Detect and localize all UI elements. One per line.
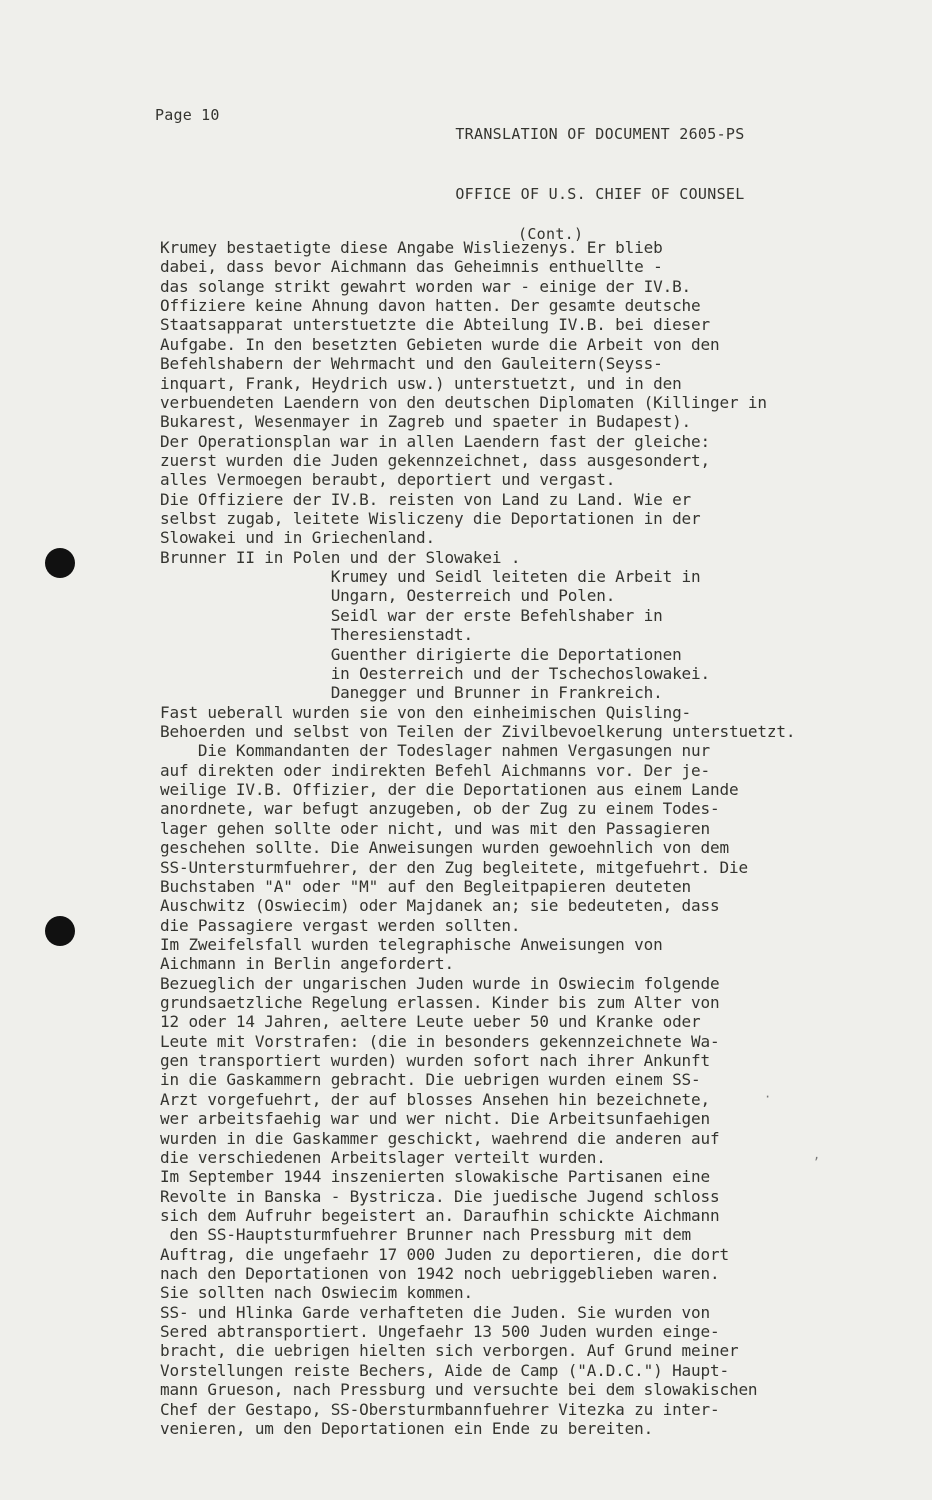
body-line: lager gehen sollte oder nicht, und was mit den Passagieren: [160, 818, 711, 838]
body-line: Aichmann in Berlin angefordert.: [160, 954, 454, 974]
body-line: Brunner II in Polen und der Slowakei .: [160, 547, 521, 567]
body-line: Ungarn, Oesterreich und Polen.: [160, 586, 616, 606]
body-line: Offiziere keine Ahnung davon hatten. Der gesamte deutsche: [160, 296, 701, 316]
body-line: 12 oder 14 Jahren, aeltere Leute ueber 50 und Kranke oder: [160, 1012, 701, 1032]
body-line: Seidl war der erste Befehlshaber in: [160, 605, 663, 625]
body-line: venieren, um den Deportationen ein Ende zu bereiten.: [160, 1418, 654, 1438]
document-body: [160, 238, 860, 1438]
body-line: inquart, Frank, Heydrich usw.) unterstuetzt, und in den: [160, 373, 682, 393]
body-line: mann Grueson, nach Pressburg und versuchte bei dem slowakischen: [160, 1380, 758, 1400]
body-line: verbuendeten Laendern von den deutschen Diplomaten (Killinger in: [160, 392, 767, 412]
body-line: Aufgabe. In den besetzten Gebieten wurde die Arbeit von den: [160, 334, 720, 354]
body-line: nach den Deportationen von 1942 noch uebriggeblieben waren.: [160, 1264, 720, 1284]
body-line: gen transportiert wurden) wurden sofort nach ihrer Ankunft: [160, 1051, 711, 1071]
title-line-office: OFFICE OF U.S. CHIEF OF COUNSEL: [455, 185, 745, 203]
body-line: grundsaetzliche Regelung erlassen. Kinder bis zum Alter von: [160, 993, 720, 1013]
body-line: Guenther dirigierte die Deportationen: [160, 644, 682, 664]
body-line: Befehlshabern der Wehrmacht und den Gauleitern(Seyss-: [160, 354, 663, 374]
body-line: Im Zweifelsfall wurden telegraphische Anweisungen von: [160, 934, 663, 954]
body-line: die Passagiere vergast werden sollten.: [160, 915, 521, 935]
body-line: Sie sollten nach Oswiecim kommen.: [160, 1283, 473, 1303]
stray-mark: ,: [813, 1148, 821, 1162]
body-line: Die Offiziere der IV.B. reisten von Land zu Land. Wie er: [160, 489, 692, 509]
title-line-cont: (Cont.): [518, 225, 584, 243]
body-line: wurden in die Gaskammer geschickt, waehrend die anderen auf: [160, 1128, 720, 1148]
body-line: Auftrag, die ungefaehr 17 000 Juden zu deportieren, die dort: [160, 1244, 729, 1264]
body-line: Der Operationsplan war in allen Laendern fast der gleiche:: [160, 431, 711, 451]
body-line: Auschwitz (Oswiecim) oder Majdanek an; sie bedeuteten, dass: [160, 896, 720, 916]
body-line: Fast ueberall wurden sie von den einheimischen Quisling-: [160, 702, 692, 722]
body-line: zuerst wurden die Juden gekennzeichnet, dass ausgesondert,: [160, 450, 711, 470]
body-line: Slowakei und in Griechenland.: [160, 528, 436, 548]
punch-hole-top: [45, 548, 75, 578]
body-line: dabei, dass bevor Aichmann das Geheimnis enthuellte -: [160, 257, 663, 277]
body-line: Staatsapparat unterstuetzte die Abteilung IV.B. bei dieser: [160, 315, 711, 335]
body-line: die verschiedenen Arbeitslager verteilt wurden.: [160, 1147, 606, 1167]
body-line: geschehen sollte. Die Anweisungen wurden gewoehnlich von dem: [160, 838, 729, 858]
body-line: Krumey bestaetigte diese Angabe Wisliezenys. Er blieb: [160, 238, 663, 257]
body-line: Im September 1944 inszenierten slowakische Partisanen eine: [160, 1167, 711, 1187]
body-line: das solange strikt gewahrt worden war - einige der IV.B.: [160, 276, 692, 296]
body-line: Leute mit Vorstrafen: (die in besonders gekennzeichnete Wa-: [160, 1031, 720, 1051]
body-line: bracht, die uebrigen hielten sich verborgen. Auf Grund meiner: [160, 1341, 739, 1361]
body-line: Sered abtransportiert. Ungefaehr 13 500 Juden wurden einge-: [160, 1322, 720, 1342]
body-line: SS- und Hlinka Garde verhafteten die Juden. Sie wurden von: [160, 1302, 711, 1322]
body-line: Krumey und Seidl leiteten die Arbeit in: [160, 567, 701, 587]
body-line: Chef der Gestapo, SS-Obersturmbannfuehrer Vitezka zu inter-: [160, 1399, 720, 1419]
body-line: den SS-Hauptsturmfuehrer Brunner nach Pressburg mit dem: [160, 1225, 692, 1245]
body-line: selbst zugab, leitete Wisliczeny die Deportationen in der: [160, 509, 701, 529]
body-line: Bukarest, Wesenmayer in Zagreb und spaeter in Budapest).: [160, 412, 692, 432]
body-line: in Oesterreich und der Tschechoslowakei.: [160, 663, 711, 683]
punch-hole-bottom: [45, 916, 75, 946]
body-line: Vorstellungen reiste Bechers, Aide de Camp ("A.D.C.") Haupt-: [160, 1360, 729, 1380]
body-line: Revolte in Banska - Bystricza. Die juedische Jugend schloss: [160, 1186, 720, 1206]
body-line: alles Vermoegen beraubt, deportiert und vergast.: [160, 470, 616, 490]
body-line: in die Gaskammern gebracht. Die uebrigen wurden einem SS-: [160, 1070, 701, 1090]
page-number: Page 10: [155, 106, 220, 124]
stray-mark: ·: [764, 1090, 772, 1104]
body-line: Theresienstadt.: [160, 625, 473, 645]
body-line: Bezueglich der ungarischen Juden wurde in Oswiecim folgende: [160, 973, 720, 993]
body-line: Die Kommandanten der Todeslager nahmen Vergasungen nur: [160, 741, 711, 761]
body-line: Behoerden und selbst von Teilen der Zivilbevoelkerung unterstuetzt.: [160, 721, 796, 741]
body-line: anordnete, war befugt anzugeben, ob der Zug zu einem Todes-: [160, 799, 720, 819]
body-line: Danegger und Brunner in Frankreich.: [160, 683, 663, 703]
body-line: Arzt vorgefuehrt, der auf blosses Ansehen hin bezeichnete,: [160, 1089, 711, 1109]
body-line: sich dem Aufruhr begeistert an. Daraufhin schickte Aichmann: [160, 1205, 720, 1225]
title-line-translation: TRANSLATION OF DOCUMENT 2605-PS: [455, 125, 745, 143]
body-line: wer arbeitsfaehig war und wer nicht. Die Arbeitsunfaehigen: [160, 1109, 711, 1129]
body-line: weilige IV.B. Offizier, der die Deportationen aus einem Lande: [160, 780, 739, 800]
body-line: Buchstaben "A" oder "M" auf den Begleitpapieren deuteten: [160, 876, 692, 896]
body-line: auf direkten oder indirekten Befehl Aichmanns vor. Der je-: [160, 760, 711, 780]
body-line: SS-Untersturmfuehrer, der den Zug begleitete, mitgefuehrt. Die: [160, 857, 748, 877]
